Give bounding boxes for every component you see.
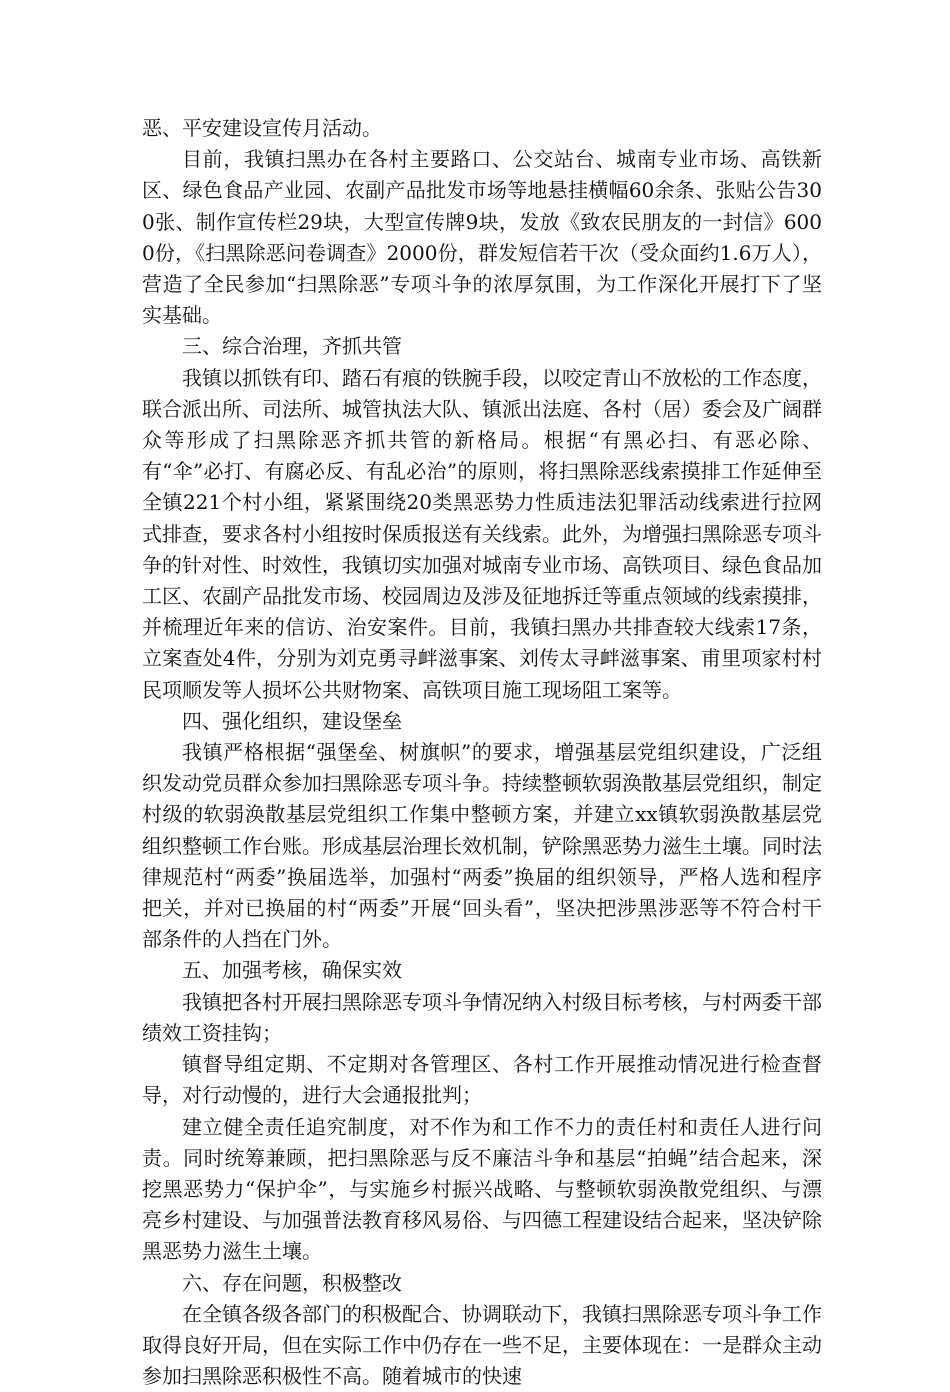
paragraph-assessment-2: 镇督导组定期、不定期对各管理区、各村工作开展推动情况进行检查督导，对行动慢的，进行大会通报批判；: [142, 1052, 822, 1108]
paragraph-comprehensive-governance: 我镇以抓铁有印、踏石有痕的铁腕手段，以咬定青山不放松的工作态度，联合派出所、司法所、城管执法大队、镇派出法庭、各村（居）委会及广阔群众等形成了扫黑除恶齐抓共管的新格局。根据“有黑必扫、有恶必除、有“伞”必打、有腐必反、有乱必治”的原则，将扫黑除恶线索摸排工作延伸至全镇221个村小组，紧紧围绕20类黑恶势力性质违法犯罪活动线索进行拉网式排查，要求各村小组按时保质报送有关线索。此外，为增强扫黑除恶专项斗争的针对性、时效性，我镇切实加强对城南专业市场、高铁项目、绿色食品加工区、农副产品批发市场、校园周边及涉及征地拆迁等重点领域的线索摸排，并梳理近年来的信访、治安案件。目前，我镇扫黑办共排查较大线索17条，立案查处4件，分别为刘克勇寻衅滋事案、刘传太寻衅滋事案、甫里项家村村民项顺发等人损坏公共财物案、高铁项目施工现场阻工案等。: [142, 365, 822, 702]
paragraph-publicity: 目前，我镇扫黑办在各村主要路口、公交站台、城南专业市场、高铁新区、绿色食品产业园、农副产品批发市场等地悬挂横幅60余条、张贴公告300张、制作宣传栏29块，大型宣传牌9块，发放《致农民朋友的一封信》6000份，《扫黑除恶问卷调查》2000份，群发短信若干次（受众面约1.6万人），营造了全民参加“扫黑除恶”专项斗争的浓厚氛围，为工作深化开展打下了坚实基础。: [142, 147, 822, 328]
document-page: [142, 113, 822, 1392]
section-heading-4: 四、强化组织，建设堡垒: [182, 708, 402, 733]
section-heading-3: 三、综合治理，齐抓共管: [182, 334, 402, 359]
section-heading-6: 六、存在问题，积极整改: [182, 1270, 402, 1295]
section-heading-5: 五、加强考核，确保实效: [182, 958, 402, 983]
paragraph-organization: 我镇严格根据“强堡垒、树旗帜”的要求，增强基层党组织建设，广泛组织发动党员群众参加扫黑除恶专项斗争。持续整顿软弱涣散基层党组织，制定村级的软弱涣散基层党组织工作集中整顿方案，并建立xx镇软弱涣散基层党组织整顿工作台账。形成基层治理长效机制，铲除黑恶势力滋生土壤。同时法律规范村“两委”换届选举，加强村“两委”换届的组织领导，严格人选和程序把关，并对已换届的村“两委”开展“回头看”，坚决把涉黑涉恶等不符合村干部条件的人挡在门外。: [142, 740, 822, 952]
paragraph-continuation: 恶、平安建设宣传月活动。: [142, 116, 382, 140]
paragraph-assessment-1: 我镇把各村开展扫黑除恶专项斗争情况纳入村级目标考核，与村两委干部绩效工资挂钩；: [142, 989, 822, 1045]
paragraph-assessment-3: 建立健全责任追究制度，对不作为和工作不力的责任村和责任人进行问责。同时统筹兼顾，把扫黑除恶与反不廉洁斗争和基层“拍蝇”结合起来，深挖黑恶势力“保护伞”，与实施乡村振兴战略、与整顿软弱涣散党组织、与漂亮乡村建设、与加强普法教育移风易俗、与四德工程建设结合起来，坚决铲除黑恶势力滋生土壤。: [142, 1114, 822, 1264]
paragraph-problems: 在全镇各级各部门的积极配合、协调联动下，我镇扫黑除恶专项斗争工作取得良好开局，但在实际工作中仍存在一些不足，主要体现在：一是群众主动参加扫黑除恶积极性不高。随着城市的快速: [142, 1301, 822, 1389]
